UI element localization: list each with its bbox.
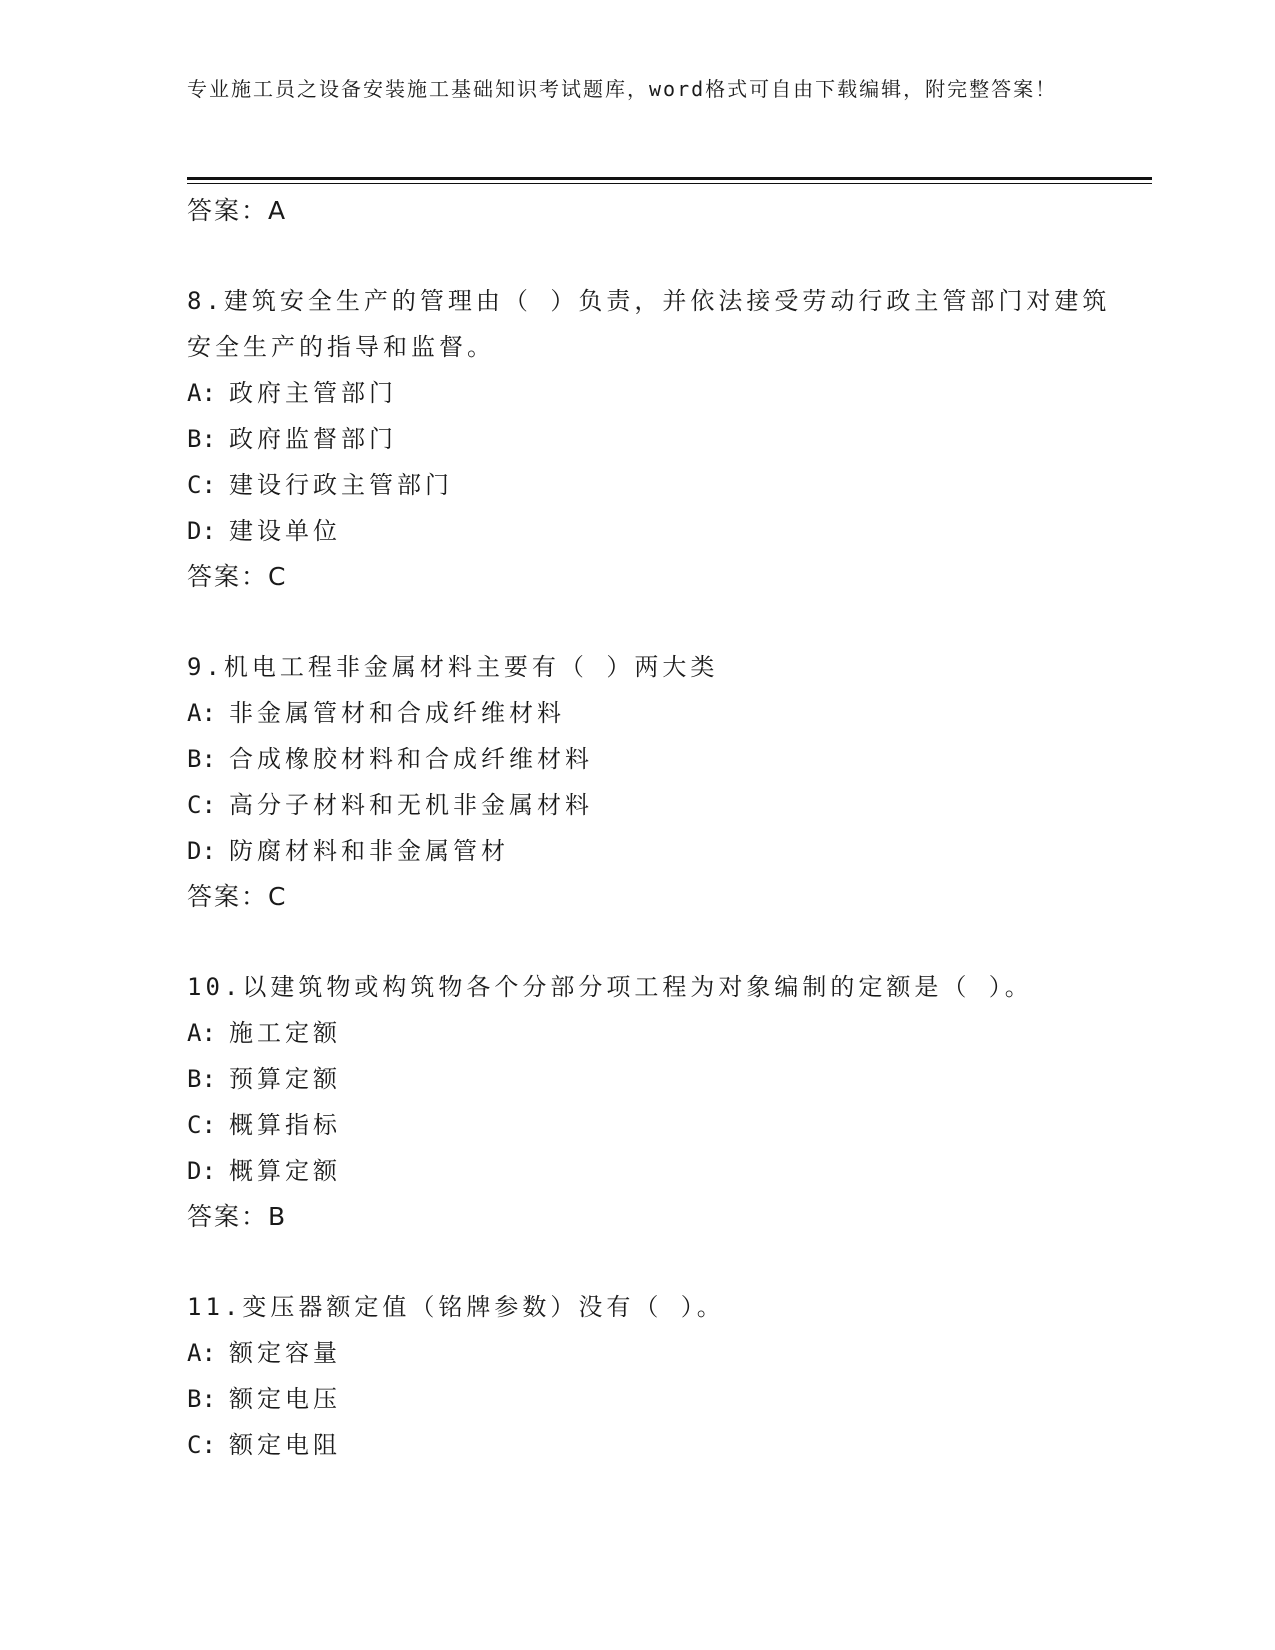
answer-line: 答案：A (187, 196, 288, 225)
option-text: 非金属管材和合成纤维材料 (229, 699, 565, 727)
option-label: B: (187, 745, 216, 773)
option-label: A: (187, 379, 216, 407)
option-line (187, 1376, 1117, 1422)
option-text: 额定容量 (229, 1339, 341, 1367)
option-label: C: (187, 1431, 216, 1459)
option-label: B: (187, 1385, 216, 1413)
question-block (187, 644, 1117, 920)
option-label: D: (187, 1157, 216, 1185)
option-line (187, 1422, 1117, 1468)
option-text: 额定电阻 (229, 1431, 341, 1459)
question-block (187, 1284, 1117, 1468)
header-rule-thin (187, 183, 1152, 184)
question-block (187, 964, 1117, 1240)
option-line (187, 1056, 1117, 1102)
option-line (187, 782, 1117, 828)
question-gap (187, 234, 1117, 278)
answer-line: 答案：C (187, 562, 288, 591)
option-line (187, 416, 1117, 462)
option-line (187, 1010, 1117, 1056)
option-text: 概算指标 (229, 1111, 341, 1139)
option-text: 预算定额 (229, 1065, 341, 1093)
question-block (187, 278, 1117, 600)
question-stem: 10.以建筑物或构筑物各个分部分项工程为对象编制的定额是（ ）。 (187, 973, 1033, 1001)
document-body (187, 188, 1117, 1468)
option-line (187, 508, 1117, 554)
option-text: 高分子材料和无机非金属材料 (229, 791, 593, 819)
option-label: D: (187, 837, 216, 865)
option-text: 概算定额 (229, 1157, 341, 1185)
question-stem: 9.机电工程非金属材料主要有（ ）两大类 (187, 653, 719, 681)
question-stem: 11.变压器额定值（铭牌参数）没有（ ）。 (187, 1293, 725, 1321)
option-text: 额定电压 (229, 1385, 341, 1413)
option-text: 防腐材料和非金属管材 (229, 837, 509, 865)
header-rule-thick (187, 177, 1152, 180)
option-line (187, 1330, 1117, 1376)
option-label: C: (187, 1111, 216, 1139)
option-line (187, 1102, 1117, 1148)
option-line (187, 690, 1117, 736)
option-line (187, 462, 1117, 508)
option-line (187, 828, 1117, 874)
question-gap (187, 600, 1117, 644)
question-gap (187, 920, 1117, 964)
option-text: 施工定额 (229, 1019, 341, 1047)
option-line (187, 370, 1117, 416)
option-label: A: (187, 1019, 216, 1047)
option-line (187, 736, 1117, 782)
question-gap (187, 1240, 1117, 1284)
option-text: 合成橡胶材料和合成纤维材料 (229, 745, 593, 773)
option-label: B: (187, 425, 216, 453)
option-label: C: (187, 791, 216, 819)
answer-line: 答案：C (187, 882, 288, 911)
option-text: 政府监督部门 (229, 425, 397, 453)
option-text: 建设单位 (229, 517, 341, 545)
option-label: A: (187, 699, 216, 727)
option-label: B: (187, 1065, 216, 1093)
document-header: 专业施工员之设备安装施工基础知识考试题库，word格式可自由下载编辑，附完整答案！ (187, 77, 1058, 101)
question-stem: 8.建筑安全生产的管理由（ ）负责，并依法接受劳动行政主管部门对建筑安全生产的指导和监督。 (187, 287, 1111, 361)
option-label: D: (187, 517, 216, 545)
option-label: C: (187, 471, 216, 499)
option-label: A: (187, 1339, 216, 1367)
answer-line: 答案：B (187, 1202, 288, 1231)
option-text: 政府主管部门 (229, 379, 397, 407)
option-text: 建设行政主管部门 (229, 471, 453, 499)
option-line (187, 1148, 1117, 1194)
